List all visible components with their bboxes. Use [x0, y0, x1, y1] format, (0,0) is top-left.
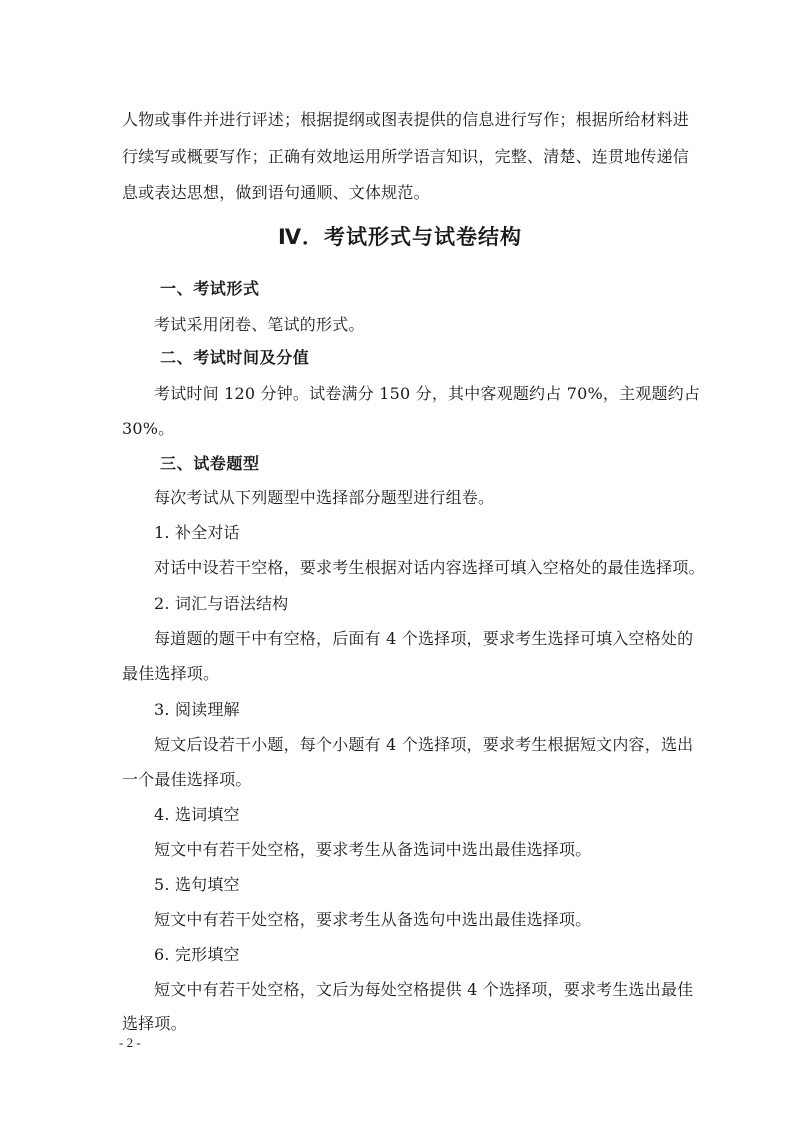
question-type-6-line-2: 选择项。 — [122, 1014, 187, 1033]
section-exam-form-line-1: 考试采用闭卷、笔试的形式。 — [154, 315, 365, 334]
section-heading-exam-time: 二、考试时间及分值 — [160, 348, 310, 367]
question-type-title-5: 5. 选句填空 — [154, 875, 240, 894]
question-type-6-line-1: 短文中有若干处空格，文后为每处空格提供 4 个选择项，要求考生选出最佳 — [154, 980, 694, 999]
intro-line-1: 人物或事件并进行评述；根据提纲或图表提供的信息进行写作；根据所给材料进 — [122, 110, 690, 129]
question-type-title-3: 3. 阅读理解 — [154, 700, 240, 719]
question-type-title-4: 4. 选词填空 — [154, 805, 240, 824]
intro-line-2: 行续写或概要写作；正确有效地运用所学语言知识，完整、清楚、连贯地传递信 — [122, 147, 690, 166]
section-exam-time-line-1: 考试时间 120 分钟。试卷满分 150 分，其中客观题约占 70%，主观题约占 — [154, 384, 701, 403]
page-number: - 2 - — [119, 1035, 141, 1050]
section-heading-question-types: 三、试卷题型 — [160, 454, 260, 473]
section-question-types-line-1: 每次考试从下列题型中选择部分题型进行组卷。 — [154, 488, 495, 507]
intro-line-3: 息或表达思想，做到语句通顺、文体规范。 — [122, 183, 430, 202]
section-exam-time-line-2: 30%。 — [122, 419, 175, 438]
question-type-3-line-1: 短文后设若干小题，每个小题有 4 个选择项，要求考生根据短文内容，选出 — [154, 735, 694, 754]
question-type-2-line-1: 每道题的题干中有空格，后面有 4 个选择项，要求考生选择可填入空格处的 — [154, 629, 694, 648]
question-type-4-line-1: 短文中有若干处空格，要求考生从备选词中选出最佳选择项。 — [154, 840, 592, 859]
question-type-title-2: 2. 词汇与语法结构 — [154, 594, 289, 613]
question-type-3-line-2: 一个最佳选择项。 — [122, 770, 252, 789]
chapter-title: Ⅳ．考试形式与试卷结构 — [277, 225, 523, 249]
question-type-title-1: 1. 补全对话 — [154, 523, 240, 542]
question-type-1-line-1: 对话中设若干空格，要求考生根据对话内容选择可填入空格处的最佳选择项。 — [154, 558, 705, 577]
section-heading-exam-form: 一、考试形式 — [160, 279, 260, 298]
question-type-5-line-1: 短文中有若干处空格，要求考生从备选句中选出最佳选择项。 — [154, 910, 592, 929]
question-type-title-6: 6. 完形填空 — [154, 945, 240, 964]
question-type-2-line-2: 最佳选择项。 — [122, 664, 220, 683]
